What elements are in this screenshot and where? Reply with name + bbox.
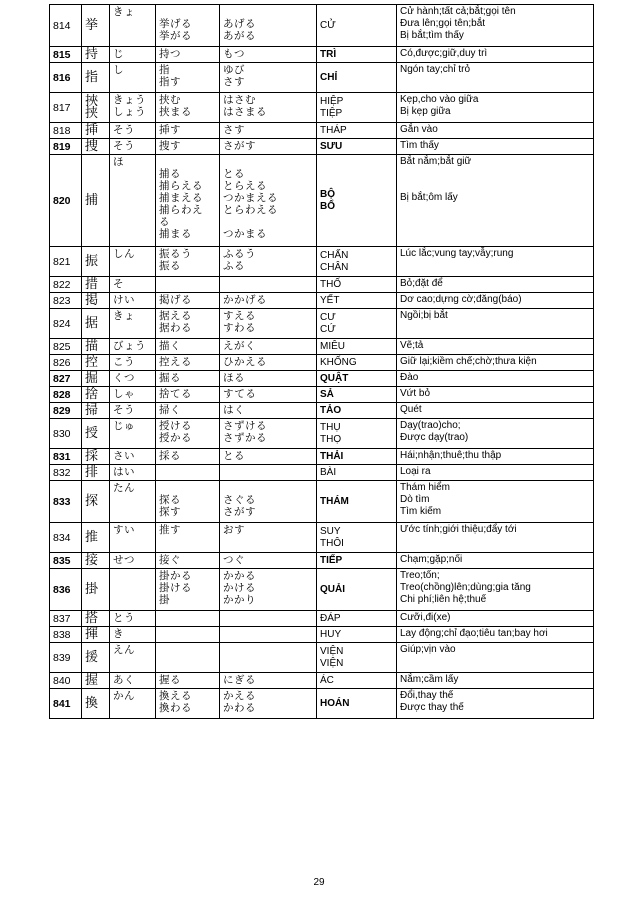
kun-reading: とる とらえる つかまえる とらわえる つかまる (220, 155, 317, 247)
table-row (50, 387, 594, 403)
meaning: Đổi,thay thế Được thay thế (397, 689, 594, 719)
kun-reading: かかげる (220, 293, 317, 309)
entry-kanji: 持 (82, 47, 110, 63)
kun-kanji: 持つ (156, 47, 220, 63)
kun-kanji: 捜す (156, 139, 220, 155)
kun-reading: にぎる (220, 673, 317, 689)
table-body (50, 5, 594, 719)
kun-kanji: 接ぐ (156, 553, 220, 569)
entry-kanji: 探 (82, 481, 110, 523)
kun-kanji: 掘る (156, 371, 220, 387)
entry-kanji: 挿 (82, 123, 110, 139)
on-reading: きょう しょう (110, 93, 156, 123)
entry-number: 826 (50, 355, 82, 371)
entry-number: 821 (50, 247, 82, 277)
kun-reading (220, 627, 317, 643)
han-viet: ĐÁP (317, 611, 397, 627)
kun-reading: すえる すわる (220, 309, 317, 339)
page-number: 29 (313, 877, 325, 888)
kun-kanji: 挙げる 挙がる (156, 5, 220, 47)
entry-number: 817 (50, 93, 82, 123)
han-viet: TẢO (317, 403, 397, 419)
table-row (50, 247, 594, 277)
meaning: Tìm thấy (397, 139, 594, 155)
meaning: Cưỡi,đi(xe) (397, 611, 594, 627)
on-reading: そう (110, 403, 156, 419)
kun-kanji (156, 627, 220, 643)
table-row (50, 569, 594, 611)
on-reading (110, 569, 156, 611)
entry-number: 840 (50, 673, 82, 689)
kun-kanji: 控える (156, 355, 220, 371)
table-row (50, 155, 594, 247)
meaning: Giữ lại;kiềm chế;chờ;thưa kiện (397, 355, 594, 371)
table-row (50, 643, 594, 673)
han-viet: MIÊU (317, 339, 397, 355)
on-reading: さい (110, 449, 156, 465)
kun-reading (220, 611, 317, 627)
table-row (50, 355, 594, 371)
han-viet: THẢI (317, 449, 397, 465)
entry-kanji: 推 (82, 523, 110, 553)
entry-number: 815 (50, 47, 82, 63)
han-viet: TIẾP (317, 553, 397, 569)
table-row (50, 523, 594, 553)
kun-reading: もつ (220, 47, 317, 63)
entry-kanji: 振 (82, 247, 110, 277)
han-viet: TRÌ (317, 47, 397, 63)
entry-kanji: 掲 (82, 293, 110, 309)
entry-kanji: 搭 (82, 611, 110, 627)
table-row (50, 465, 594, 481)
han-viet: HIỆP TIỆP (317, 93, 397, 123)
meaning: Có,được;giữ,duy trì (397, 47, 594, 63)
on-reading: たん (110, 481, 156, 523)
on-reading: くつ (110, 371, 156, 387)
meaning: Treo;tốn; Treo(chồng)lên;dùng;gia tăng Chi phí;liên hệ;thuế (397, 569, 594, 611)
on-reading: きょ (110, 309, 156, 339)
kun-reading: さがす (220, 139, 317, 155)
entry-number: 841 (50, 689, 82, 719)
entry-kanji: 援 (82, 643, 110, 673)
meaning: Dơ cao;dựng cờ;đăng(báo) (397, 293, 594, 309)
entry-kanji: 描 (82, 339, 110, 355)
entry-number: 825 (50, 339, 82, 355)
kun-kanji: 指 指す (156, 63, 220, 93)
kun-kanji: 据える 据わる (156, 309, 220, 339)
kun-kanji: 捕る 捕らえる 捕まえる 捕らわえ る 捕まる (156, 155, 220, 247)
table-row (50, 93, 594, 123)
meaning: Thám hiểm Dò tìm Tìm kiếm (397, 481, 594, 523)
entry-number: 831 (50, 449, 82, 465)
on-reading: しん (110, 247, 156, 277)
kun-kanji: 挿す (156, 123, 220, 139)
kun-reading: ほる (220, 371, 317, 387)
kun-kanji: 描く (156, 339, 220, 355)
han-viet: SƯU (317, 139, 397, 155)
entry-number: 822 (50, 277, 82, 293)
table-row (50, 611, 594, 627)
kun-kanji: 捨てる (156, 387, 220, 403)
on-reading: こう (110, 355, 156, 371)
entry-kanji: 捜 (82, 139, 110, 155)
entry-kanji: 挾 挟 (82, 93, 110, 123)
table-row (50, 63, 594, 93)
entry-kanji: 採 (82, 449, 110, 465)
on-reading: そう (110, 139, 156, 155)
meaning: Nắm;cầm lấy (397, 673, 594, 689)
han-viet: THÁM (317, 481, 397, 523)
entry-kanji: 授 (82, 419, 110, 449)
entry-number: 838 (50, 627, 82, 643)
han-viet: BỘ BỔ (317, 155, 397, 247)
meaning: Gắn vào (397, 123, 594, 139)
kun-reading (220, 643, 317, 673)
entry-kanji: 握 (82, 673, 110, 689)
entry-kanji: 換 (82, 689, 110, 719)
han-viet: HUY (317, 627, 397, 643)
entry-number: 823 (50, 293, 82, 309)
entry-kanji: 掃 (82, 403, 110, 419)
on-reading: じ (110, 47, 156, 63)
kun-kanji: 授ける 授かる (156, 419, 220, 449)
table-row (50, 481, 594, 523)
kun-kanji: 挟む 挟まる (156, 93, 220, 123)
meaning: Bắt nắm;bắt giữ Bị bắt;ôm lấy (397, 155, 594, 247)
table-row (50, 293, 594, 309)
entry-kanji: 指 (82, 63, 110, 93)
meaning: Giúp;vịn vào (397, 643, 594, 673)
entry-number: 818 (50, 123, 82, 139)
kun-reading: はく (220, 403, 317, 419)
meaning: Vứt bỏ (397, 387, 594, 403)
entry-number: 839 (50, 643, 82, 673)
kun-kanji: 振るう 振る (156, 247, 220, 277)
table-row (50, 419, 594, 449)
on-reading: じゅ (110, 419, 156, 449)
kun-kanji (156, 643, 220, 673)
table-row (50, 139, 594, 155)
kun-kanji (156, 277, 220, 293)
kun-reading: さぐる さがす (220, 481, 317, 523)
han-viet: SUY THÔI (317, 523, 397, 553)
entry-kanji: 揮 (82, 627, 110, 643)
table-row (50, 47, 594, 63)
on-reading: きょ (110, 5, 156, 47)
meaning: Bỏ;đặt để (397, 277, 594, 293)
han-viet: CỬ (317, 5, 397, 47)
table-row (50, 673, 594, 689)
han-viet: SẢ (317, 387, 397, 403)
table-row (50, 689, 594, 719)
on-reading: とう (110, 611, 156, 627)
entry-kanji: 捨 (82, 387, 110, 403)
meaning: Chạm;gặp;nối (397, 553, 594, 569)
entry-kanji: 措 (82, 277, 110, 293)
on-reading: せつ (110, 553, 156, 569)
kun-reading: とる (220, 449, 317, 465)
on-reading: き (110, 627, 156, 643)
entry-number: 827 (50, 371, 82, 387)
kun-reading: おす (220, 523, 317, 553)
entry-kanji: 掘 (82, 371, 110, 387)
kun-kanji: 掛かる 掛ける 掛 (156, 569, 220, 611)
on-reading: ほ (110, 155, 156, 247)
on-reading: あく (110, 673, 156, 689)
table-row (50, 277, 594, 293)
entry-kanji: 据 (82, 309, 110, 339)
entry-number: 834 (50, 523, 82, 553)
meaning: Lúc lắc;vung tay;vẫy;rung (397, 247, 594, 277)
meaning: Cử hành;tất cả;bắt;gọi tên Đưa lên;gọi tên;bắt Bị bắt;tìm thấy (397, 5, 594, 47)
kun-reading: はさむ はさまる (220, 93, 317, 123)
table-row (50, 123, 594, 139)
kun-reading: えがく (220, 339, 317, 355)
meaning: Ước tính;giới thiệu;đẩy tới (397, 523, 594, 553)
han-viet: YẾT (317, 293, 397, 309)
on-reading: けい (110, 293, 156, 309)
meaning: Kẹp,cho vào giữa Bị kẹp giữa (397, 93, 594, 123)
entry-kanji: 接 (82, 553, 110, 569)
table-row (50, 403, 594, 419)
entry-kanji: 控 (82, 355, 110, 371)
entry-number: 832 (50, 465, 82, 481)
meaning: Ngón tay;chỉ trỏ (397, 63, 594, 93)
on-reading: し (110, 63, 156, 93)
meaning: Vẽ;tả (397, 339, 594, 355)
entry-kanji: 排 (82, 465, 110, 481)
han-viet: HOÁN (317, 689, 397, 719)
kun-kanji: 採る (156, 449, 220, 465)
table-row (50, 371, 594, 387)
kun-kanji: 握る (156, 673, 220, 689)
entry-number: 824 (50, 309, 82, 339)
entry-number: 816 (50, 63, 82, 93)
entry-number: 836 (50, 569, 82, 611)
entry-number: 814 (50, 5, 82, 47)
on-reading: かん (110, 689, 156, 719)
meaning: Hái;nhận;thuê;thu thập (397, 449, 594, 465)
han-viet: QUẢI (317, 569, 397, 611)
table-row (50, 553, 594, 569)
meaning: Loại ra (397, 465, 594, 481)
kun-reading: つぐ (220, 553, 317, 569)
han-viet: QUẬT (317, 371, 397, 387)
han-viet: KHỐNG (317, 355, 397, 371)
kanji-table (49, 4, 594, 719)
meaning: Dạy(trao)cho; Được dạy(trao) (397, 419, 594, 449)
meaning: Lay động;chỉ đạo;tiêu tan;bay hơi (397, 627, 594, 643)
han-viet: THỐ (317, 277, 397, 293)
entry-number: 829 (50, 403, 82, 419)
han-viet: THỤ THỌ (317, 419, 397, 449)
meaning: Quét (397, 403, 594, 419)
on-reading: はい (110, 465, 156, 481)
entry-number: 835 (50, 553, 82, 569)
han-viet: BÀI (317, 465, 397, 481)
kun-kanji: 掲げる (156, 293, 220, 309)
han-viet: CHỈ (317, 63, 397, 93)
meaning: Đào (397, 371, 594, 387)
table-row (50, 5, 594, 47)
han-viet: VIỆN VIỆN (317, 643, 397, 673)
table-row (50, 309, 594, 339)
table-row (50, 627, 594, 643)
on-reading: すい (110, 523, 156, 553)
kun-reading: かえる かわる (220, 689, 317, 719)
kun-reading (220, 465, 317, 481)
entry-kanji: 捕 (82, 155, 110, 247)
entry-number: 837 (50, 611, 82, 627)
table-row (50, 449, 594, 465)
kun-reading: さずける さずかる (220, 419, 317, 449)
meaning: Ngồi;bị bắt (397, 309, 594, 339)
kun-reading: あげる あがる (220, 5, 317, 47)
han-viet: THÁP (317, 123, 397, 139)
on-reading: そ (110, 277, 156, 293)
kun-kanji: 換える 換わる (156, 689, 220, 719)
kun-reading (220, 277, 317, 293)
entry-number: 830 (50, 419, 82, 449)
entry-number: 819 (50, 139, 82, 155)
entry-kanji: 挙 (82, 5, 110, 47)
kun-reading: ふるう ふる (220, 247, 317, 277)
on-reading: そう (110, 123, 156, 139)
kun-kanji (156, 465, 220, 481)
han-viet: CHẤN CHÂN (317, 247, 397, 277)
kun-reading: かかる かける かかり (220, 569, 317, 611)
entry-number: 820 (50, 155, 82, 247)
kun-reading: ゆび さす (220, 63, 317, 93)
kun-reading: ひかえる (220, 355, 317, 371)
kun-reading: すてる (220, 387, 317, 403)
entry-kanji: 掛 (82, 569, 110, 611)
han-viet: CƯ CỨ (317, 309, 397, 339)
on-reading: えん (110, 643, 156, 673)
kun-kanji: 探る 探す (156, 481, 220, 523)
entry-number: 833 (50, 481, 82, 523)
kun-kanji: 推す (156, 523, 220, 553)
on-reading: びょう (110, 339, 156, 355)
kun-kanji (156, 611, 220, 627)
entry-number: 828 (50, 387, 82, 403)
on-reading: しゃ (110, 387, 156, 403)
kun-reading: さす (220, 123, 317, 139)
kun-kanji: 掃く (156, 403, 220, 419)
han-viet: ÁC (317, 673, 397, 689)
table-row (50, 339, 594, 355)
